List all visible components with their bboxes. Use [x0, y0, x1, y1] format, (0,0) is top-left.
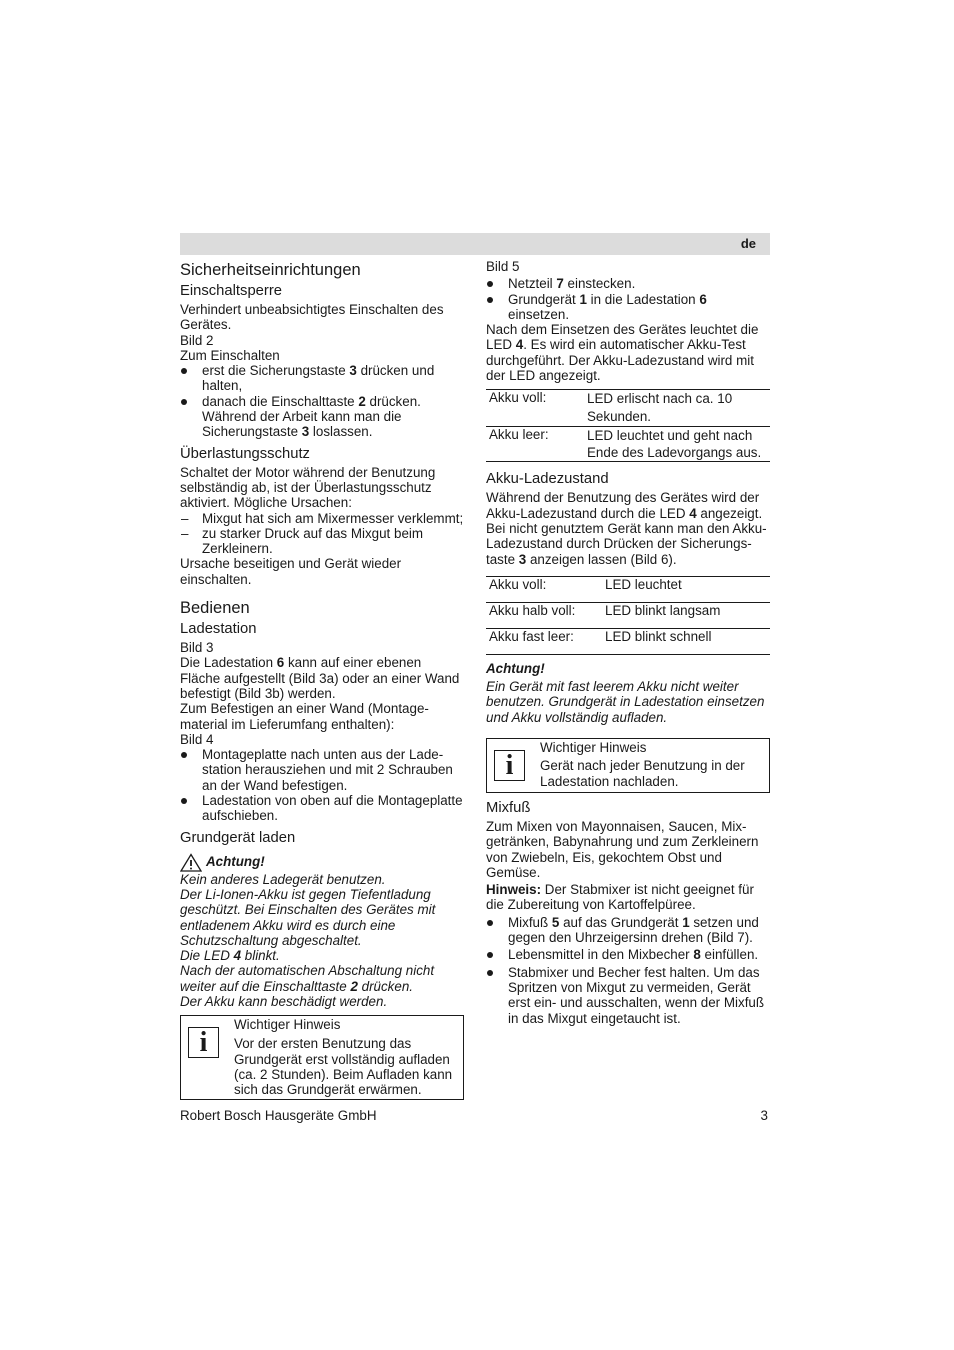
hint-text: Hinweis: Der Stabmixer ist nicht geeignet für die Zubereitung von Kartoffelpüree. — [486, 882, 754, 913]
warning-triangle-icon — [180, 853, 202, 872]
blender-steps — [486, 915, 770, 1026]
list-item: Mixfuß 5 auf das Grundgerät 1 setzen und gegen den Uhrzeigersinn drehen (Bild 7). — [486, 915, 770, 946]
overload-causes — [180, 511, 464, 557]
figure-ref-5: Bild 5 — [486, 259, 520, 274]
list-item: danach die Einschalttaste 2 drücken. Während der Arbeit kann man die Sicherungstaste 3 loslassen. — [180, 394, 464, 440]
right-column — [486, 259, 770, 725]
list-item: – Mixgut hat sich am Mixermesser verklemmt; — [180, 511, 464, 526]
note-text: Vor der ersten Benutzung das Grundgerät erst vollständig aufladen (ca. 2 Stunden). Beim Aufladen kann sich das Grundgerät erwärmen. — [234, 1036, 453, 1098]
heading-charge-unit: Grundgerät laden — [180, 829, 296, 846]
heading-blender-foot: Mixfuß — [486, 800, 531, 816]
footer-company: Robert Bosch Hausgeräte GmbH — [180, 1108, 377, 1123]
heading-switch-lock: Einschaltsperre — [180, 283, 282, 299]
note-text: Gerät nach jeder Benutzung in der Ladestation nachladen. — [540, 758, 745, 789]
charger-text: Die Ladestation 6 kann auf einer ebenen Fläche aufgestellt (Bild 3a) oder an einer Wand befestigt (Bild 3b) werden. — [180, 655, 460, 701]
low-battery-warning: Ein Gerät mit fast leerem Akku nicht weiter benutzen. Grundgerät in Ladestation einsetzen und Akku vollständig aufladen. — [486, 679, 765, 725]
important-note-left — [180, 1015, 464, 1100]
note-title: Wichtiger Hinweis — [234, 1017, 341, 1032]
attention-label-right: Achtung! — [486, 660, 545, 676]
table-row: Akku voll: LED leuchtet — [486, 576, 770, 602]
list-item: Grundgerät 1 in die Ladestation 6 einsetzen. — [486, 292, 770, 323]
wall-mount-text: Zum Befestigen an einer Wand (Montage-material im Lieferumfang enthalten): — [180, 701, 429, 732]
list-item: Netzteil 7 einstecken. — [486, 276, 770, 291]
info-icon: i — [188, 1027, 219, 1058]
turn-on-steps — [180, 363, 464, 439]
list-item: erst die Sicherungstaste 3 drücken und halten, — [180, 363, 464, 394]
heading-battery-state: Akku-Ladezustand — [486, 471, 609, 488]
table-row: Akku leer: LED leuchtet und geht nach Ende des Ladevorgangs aus. — [486, 427, 770, 462]
blender-foot-text: Zum Mixen von Mayonnaisen, Saucen, Mix-getränken, Babynahrung und zum Zerkleinern von Zwiebeln, Eis, gekochtem Obst und Gemüse. — [486, 819, 759, 880]
battery-level-table — [486, 576, 770, 655]
language-code: de — [740, 236, 756, 251]
after-insert-text: Nach dem Einsetzen des Gerätes leuchtet die LED 4. Es wird ein automatischer Akku-Test durchgeführt. Der Akku-Ladezustand wird mit der LED angezeigt. — [486, 322, 759, 384]
turn-on-label: Zum Einschalten — [180, 347, 280, 363]
overload-fix: Ursache beseitigen und Gerät wieder einschalten. — [180, 556, 402, 587]
table-row: Akku voll: LED erlischt nach ca. 10 Sekunden. — [486, 390, 770, 427]
info-icon: i — [494, 750, 525, 781]
table-row: Akku fast leer: LED blinkt schnell — [486, 628, 770, 654]
list-item: – zu starker Druck auf das Mixgut beim Zerkleinern. — [180, 526, 464, 557]
heading-operate: Bedienen — [180, 599, 250, 618]
overload-text: Schaltet der Motor während der Benutzung selbständig ab, ist der Überlastungsschutz aktiviert. Mögliche Ursachen: — [180, 464, 436, 511]
important-note-right — [486, 738, 770, 793]
figure-ref-3: Bild 3 — [180, 640, 214, 656]
page-number: 3 — [760, 1108, 768, 1123]
heading-safety: Sicherheitseinrichtungen — [180, 261, 361, 279]
note-title: Wichtiger Hinweis — [540, 740, 647, 755]
table-row: Akku halb voll: LED blinkt langsam — [486, 602, 770, 628]
list-item: Ladestation von oben auf die Montageplatte aufschieben. — [180, 793, 464, 824]
mount-steps — [180, 747, 464, 823]
switch-lock-text: Verhindert unbeabsichtigtes Einschalten des Gerätes. — [180, 302, 444, 333]
list-item: Lebensmittel in den Mixbecher 8 einfüllen. — [486, 947, 770, 962]
list-item: Stabmixer und Becher fest halten. Um das Spritzen von Mixgut zu vermeiden, Gerät erst ein- und ausschalten, wenn der Mixfuß in das Mixgut eingetaucht ist. — [486, 965, 770, 1026]
list-item: Montageplatte nach unten aus der Lade-station herausziehen und mit 2 Schrauben an der Wand befestigen. — [180, 747, 464, 793]
mixfuss-section — [486, 797, 770, 1026]
heading-charger: Ladestation — [180, 621, 257, 638]
heading-overload: Überlastungsschutz — [180, 445, 310, 462]
figure-ref-2: Bild 2 — [180, 332, 214, 348]
charge-warning-text: Kein anderes Ladegerät benutzen. Der Li-Ionen-Akku ist gegen Tiefentladung geschützt. Bei Einschalten des Gerätes mit entladenem Akku wird es durch eine Schutzschaltung abgeschaltet. Die LED 4 blinkt. Nach der automatischen Abschaltung nicht weiter auf die Einschalttaste 2 drücken. Der Akku kann beschädigt werden. — [180, 871, 436, 1009]
figure-ref-4: Bild 4 — [180, 731, 214, 747]
header-bar — [180, 233, 770, 255]
charge-status-table — [486, 389, 770, 462]
left-column — [180, 259, 464, 1009]
battery-state-text: Während der Benutzung des Gerätes wird der Akku-Ladezustand durch die LED 4 angezeigt. Bei nicht genutztem Gerät kann man den Akku-Ladezustand durch Drücken der Sicherungs-taste 3 anzeigen lassen (Bild 6). — [486, 490, 767, 567]
attention-label: Achtung! — [180, 853, 464, 872]
charge-steps — [486, 276, 770, 322]
